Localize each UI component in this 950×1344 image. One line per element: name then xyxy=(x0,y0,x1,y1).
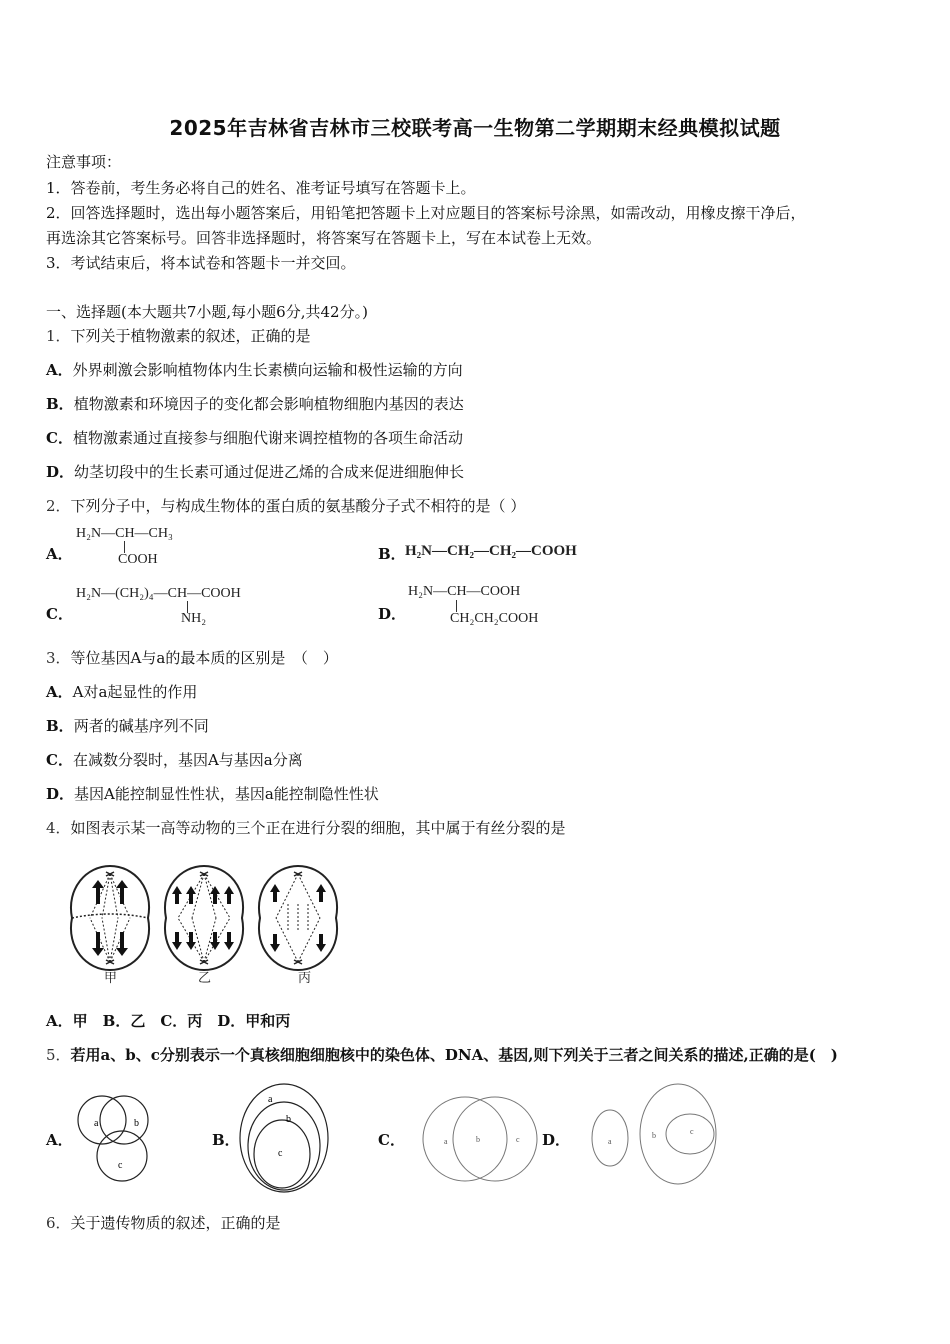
q5-diagram-c xyxy=(420,1092,540,1186)
page-title: 2025年吉林省吉林市三校联考高一生物第二学期期末经典模拟试题 xyxy=(169,116,781,140)
q2-formula-d-bottom: CH₂CH₂COOH xyxy=(450,611,539,626)
q5-b-letter-c: c xyxy=(278,1148,283,1159)
q1-option-d: D．幼茎切段中的生长素可通过促进乙烯的合成来促进细胞伸长 xyxy=(46,463,465,481)
q5-d-letter-a: a xyxy=(608,1137,612,1146)
q3-option-a: A．A对a起显性的作用 xyxy=(46,683,198,701)
question-3-stem: 等位基因A与a的最本质的区别是 （ ） xyxy=(70,649,338,667)
q5-b-letter-b: b xyxy=(286,1114,291,1125)
question-4: 4．如图表示某一高等动物的三个正在进行分裂的细胞，其中属于有丝分裂的是 xyxy=(46,819,566,837)
q2-formula-d-top: H₂N—CH—COOH xyxy=(408,584,521,599)
q5-label-c: C． xyxy=(378,1131,405,1149)
question-1-number: 1． xyxy=(46,327,71,345)
q5-a-letter-a: a xyxy=(94,1118,99,1129)
cell-division-figure xyxy=(62,858,352,986)
q5-d-letter-c: c xyxy=(690,1127,694,1136)
cell-yi xyxy=(165,866,243,970)
cell-label-jia: 甲 xyxy=(104,970,118,985)
q5-c-letter-c: c xyxy=(516,1135,520,1144)
section-heading: 一、选择题(本大题共7小题,每小题6分,共42分。) xyxy=(46,303,368,321)
q2-label-a: A． xyxy=(46,545,73,563)
notice-item-2: 2．回答选择题时，选出每小题答案后，用铅笔把答题卡上对应题目的答案标号涂黑，如需改动，用橡皮擦干净后， xyxy=(46,204,806,222)
q2-label-b: B． xyxy=(378,545,406,563)
question-1-stem: 下列关于植物激素的叙述，正确的是 xyxy=(70,327,311,345)
question-6: 6．关于遗传物质的叙述，正确的是 xyxy=(46,1214,281,1232)
cell-label-yi: 乙 xyxy=(198,970,212,985)
cell-jia xyxy=(71,866,149,970)
q2-formula-c-bottom: NH₂ xyxy=(181,611,207,626)
q3-option-b: B．两者的碱基序列不同 xyxy=(46,717,209,735)
question-2-stem: 下列分子中，与构成生物体的蛋白质的氨基酸分子式不相符的是（ ） xyxy=(70,497,526,515)
q5-diagram-b xyxy=(236,1080,336,1196)
q1-option-b: B．植物激素和环境因子的变化都会影响植物细胞内基因的表达 xyxy=(46,395,464,413)
question-4-stem: 如图表示某一高等动物的三个正在进行分裂的细胞，其中属于有丝分裂的是 xyxy=(70,819,566,837)
q3-option-c: C．在减数分裂时，基因A与基因a分离 xyxy=(46,751,303,769)
q5-diagram-a xyxy=(72,1086,162,1190)
q5-d-letter-b: b xyxy=(652,1131,656,1140)
question-3: 3．等位基因A与a的最本质的区别是 （ ） xyxy=(46,649,338,667)
q2-label-d: D． xyxy=(378,605,407,623)
question-2: 2．下列分子中，与构成生物体的蛋白质的氨基酸分子式不相符的是（ ） xyxy=(46,497,526,515)
q5-c-letter-a: a xyxy=(444,1137,448,1146)
question-1 xyxy=(46,326,311,346)
notice-item-3: 3．考试结束后，将本试卷和答题卡一并交回。 xyxy=(46,254,356,272)
cell-label-bing: 丙 xyxy=(298,970,312,985)
q2-formula-c-top: H₂N—(CH₂)₄—CH—COOH xyxy=(76,586,241,601)
q5-diagram-d xyxy=(586,1080,726,1188)
question-5-stem: 若用a、b、c分别表示一个真核细胞细胞核中的染色体、DNA、基因,则下列关于三者之间关系的描述,正确的是( ) xyxy=(70,1046,838,1064)
q2-formula-a-top: H₂N—CH—CH₃ xyxy=(76,526,173,541)
q5-a-letter-b: b xyxy=(134,1118,139,1129)
q4-options: A．甲 B．乙 C．丙 D．甲和丙 xyxy=(46,1012,291,1030)
q5-c-letter-b: b xyxy=(476,1135,480,1144)
q3-option-d: D．基因A能控制显性性状，基因a能控制隐性性状 xyxy=(46,785,379,803)
q5-b-letter-a: a xyxy=(268,1094,273,1105)
q1-option-c: C．植物激素通过直接参与细胞代谢来调控植物的各项生命活动 xyxy=(46,429,463,447)
notice-item-1: 1．答卷前，考生务必将自己的姓名、准考证号填写在答题卡上。 xyxy=(46,179,476,197)
q2-formula-a-bottom: COOH xyxy=(118,552,158,567)
cell-bing xyxy=(259,866,337,970)
q1-option-a: A．外界刺激会影响植物体内生长素横向运输和极性运输的方向 xyxy=(46,361,463,379)
q2-formula-b: H₂N—CH₂—CH₂—COOH xyxy=(405,543,577,559)
q5-a-letter-c: c xyxy=(118,1160,123,1171)
q5-label-d: D． xyxy=(542,1131,571,1149)
question-6-stem: 关于遗传物质的叙述，正确的是 xyxy=(70,1214,281,1232)
q5-label-a: A． xyxy=(46,1131,73,1149)
q5-label-b: B． xyxy=(212,1131,240,1149)
q2-label-c: C． xyxy=(46,605,73,623)
question-5: 5．若用a、b、c分别表示一个真核细胞细胞核中的染色体、DNA、基因,则下列关于三者之间关系的描述,正确的是( ) xyxy=(46,1046,838,1064)
notice-heading: 注意事项： xyxy=(46,153,122,171)
notice-item-2-cont: 再选涂其它答案标号。回答非选择题时，将答案写在答题卡上，写在本试卷上无效。 xyxy=(46,229,602,247)
